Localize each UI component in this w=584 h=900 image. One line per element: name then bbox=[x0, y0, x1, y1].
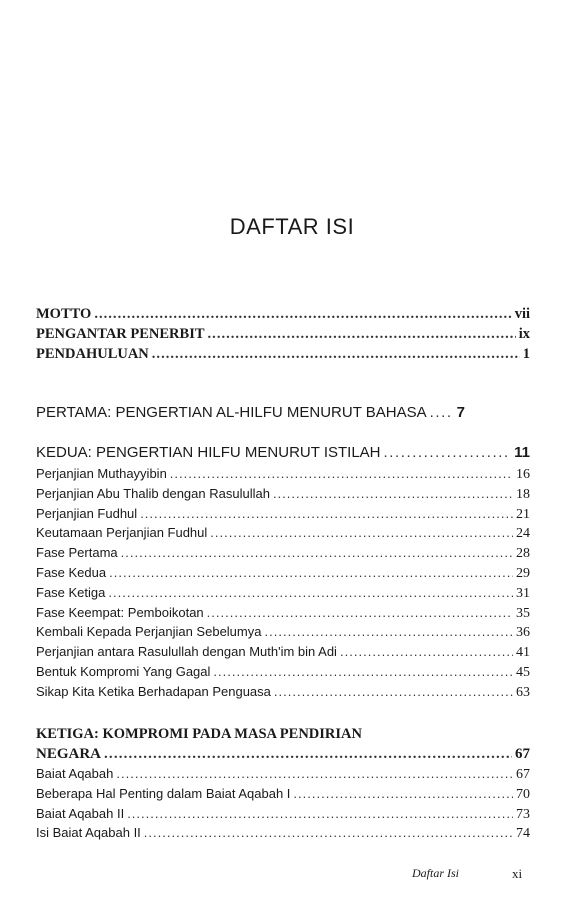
toc-chapter-label: KEDUA: PENGERTIAN HILFU MENURUT ISTILAH bbox=[36, 444, 381, 461]
dot-leader bbox=[264, 624, 513, 639]
toc-subentry-label: Fase Pertama bbox=[36, 545, 118, 561]
toc-chapter-page: 7 bbox=[456, 404, 465, 421]
dot-leader bbox=[293, 786, 513, 801]
front-matter-list bbox=[36, 306, 530, 366]
toc-chapter-page: 67 bbox=[515, 746, 530, 762]
dot-leader bbox=[144, 825, 513, 840]
toc-subentry-label: Baiat Aqabah bbox=[36, 766, 114, 781]
toc-entry-pendahuluan[interactable] bbox=[36, 346, 530, 366]
toc-subentry[interactable] bbox=[36, 624, 530, 644]
dot-leader bbox=[152, 346, 520, 363]
toc-subentry[interactable] bbox=[36, 486, 530, 506]
toc-subentry-page: 31 bbox=[516, 585, 530, 601]
toc-entry-label: PENDAHULUAN bbox=[36, 346, 149, 362]
dot-leader bbox=[127, 806, 513, 821]
toc-chapter-page: 11 bbox=[514, 444, 530, 461]
footer-page-number: xi bbox=[512, 866, 523, 881]
toc-subentry-label: Isi Baiat Aqabah II bbox=[36, 825, 141, 841]
toc-subentry-page: 29 bbox=[516, 565, 530, 581]
dot-leader bbox=[207, 605, 513, 620]
toc-subentry-label: Fase Ketiga bbox=[36, 584, 106, 600]
toc-entry-label: PENGANTAR PENERBIT bbox=[36, 326, 205, 342]
toc-entry-page: vii bbox=[514, 306, 530, 322]
toc-subentry-label: Perjanjian antara Rasulullah dengan Muth'im bin Adi bbox=[36, 644, 337, 660]
toc-subentry[interactable] bbox=[36, 466, 530, 486]
dot-leader bbox=[121, 545, 513, 560]
toc-entry-page: 1 bbox=[522, 346, 530, 362]
chapter-1-section bbox=[36, 404, 530, 426]
toc-subentry-page: 41 bbox=[516, 645, 530, 661]
toc-subentry-label: Bentuk Kompromi Yang Gagal bbox=[36, 663, 211, 679]
toc-subentry-label: Beberapa Hal Penting dalam Baiat Aqabah I bbox=[36, 785, 291, 801]
dot-leader bbox=[94, 306, 511, 323]
toc-subentry-page: 67 bbox=[516, 767, 530, 782]
toc-subentry-label: Perjanjian Muthayyibin bbox=[36, 466, 167, 481]
toc-subentry[interactable] bbox=[36, 786, 530, 806]
toc-subentry[interactable] bbox=[36, 664, 530, 684]
toc-chapter-pertama[interactable] bbox=[36, 404, 530, 426]
dot-leader bbox=[108, 585, 513, 600]
toc-subentry[interactable] bbox=[36, 565, 530, 585]
toc-entry-pengantar-penerbit[interactable] bbox=[36, 326, 530, 346]
page-title: DAFTAR ISI bbox=[229, 214, 355, 239]
toc-subentry[interactable] bbox=[36, 644, 530, 664]
toc-subentry-page: 45 bbox=[516, 664, 530, 680]
toc-subentry-page: 28 bbox=[516, 546, 530, 562]
dot-leader bbox=[430, 404, 454, 421]
dot-leader bbox=[213, 664, 513, 679]
toc-subentry-label: Perjanjian Fudhul bbox=[36, 505, 138, 521]
toc-subentry-page: 70 bbox=[516, 786, 530, 802]
dot-leader bbox=[140, 506, 513, 521]
toc-subentry[interactable] bbox=[36, 506, 530, 526]
toc-subentry-page: 18 bbox=[516, 486, 530, 502]
toc-entry-motto[interactable] bbox=[36, 306, 530, 326]
toc-subentry-page: 21 bbox=[516, 506, 530, 522]
toc-subentry[interactable] bbox=[36, 684, 530, 704]
toc-subentry-label: Kembali Kepada Perjanjian Sebelumya bbox=[36, 624, 262, 640]
toc-subentry-label: Fase Keempat: Pemboikotan bbox=[36, 604, 204, 620]
toc-subentry-page: 16 bbox=[516, 467, 530, 482]
toc-subentry[interactable] bbox=[36, 825, 530, 845]
dot-leader bbox=[109, 565, 513, 580]
dot-leader bbox=[116, 766, 513, 781]
toc-subentry-label: Baiat Aqabah II bbox=[36, 805, 125, 821]
dot-leader bbox=[273, 486, 513, 501]
footer-title: Daftar Isi bbox=[412, 866, 460, 880]
toc-chapter-label: NEGARA bbox=[36, 746, 102, 762]
toc-subentry-page: 35 bbox=[516, 605, 530, 621]
toc-subentry-page: 74 bbox=[516, 826, 530, 842]
dot-leader bbox=[104, 746, 512, 763]
page-footer bbox=[0, 866, 584, 886]
toc-subentry-label: Sikap Kita Ketika Berhadapan Penguasa bbox=[36, 683, 271, 699]
chapter-2-section bbox=[36, 444, 530, 704]
toc-subentry[interactable] bbox=[36, 766, 530, 786]
chapter-3-section bbox=[36, 726, 530, 845]
toc-chapter-label: PERTAMA: PENGERTIAN AL-HILFU MENURUT BAHASA bbox=[36, 404, 427, 421]
toc-subentry-page: 73 bbox=[516, 806, 530, 822]
dot-leader bbox=[170, 466, 513, 481]
dot-leader bbox=[274, 684, 513, 699]
toc-subentry-page: 24 bbox=[516, 526, 530, 542]
toc-chapter-kedua[interactable] bbox=[36, 444, 530, 466]
toc-chapter-ketiga[interactable] bbox=[36, 746, 530, 766]
toc-entry-page: ix bbox=[518, 326, 530, 342]
dot-leader bbox=[384, 444, 512, 461]
toc-subentry-page: 63 bbox=[516, 684, 530, 700]
dot-leader bbox=[208, 326, 516, 343]
toc-subentry[interactable] bbox=[36, 525, 530, 545]
dot-leader bbox=[340, 644, 513, 659]
dot-leader bbox=[210, 525, 513, 540]
toc-entry-label: MOTTO bbox=[36, 306, 92, 322]
toc-subentry-label: Keutamaan Perjanjian Fudhul bbox=[36, 525, 208, 541]
toc-subentry[interactable] bbox=[36, 545, 530, 565]
toc-subentry-page: 36 bbox=[516, 625, 530, 641]
toc-subentry-label: Perjanjian Abu Thalib dengan Rasulullah bbox=[36, 485, 270, 501]
toc-subentry[interactable] bbox=[36, 806, 530, 826]
toc-subentry[interactable] bbox=[36, 585, 530, 605]
toc-chapter-ketiga-line1[interactable]: KETIGA: KOMPROMI PADA MASA PENDIRIAN bbox=[36, 726, 362, 742]
toc-subentry-label: Fase Kedua bbox=[36, 564, 107, 580]
toc-subentry[interactable] bbox=[36, 605, 530, 625]
